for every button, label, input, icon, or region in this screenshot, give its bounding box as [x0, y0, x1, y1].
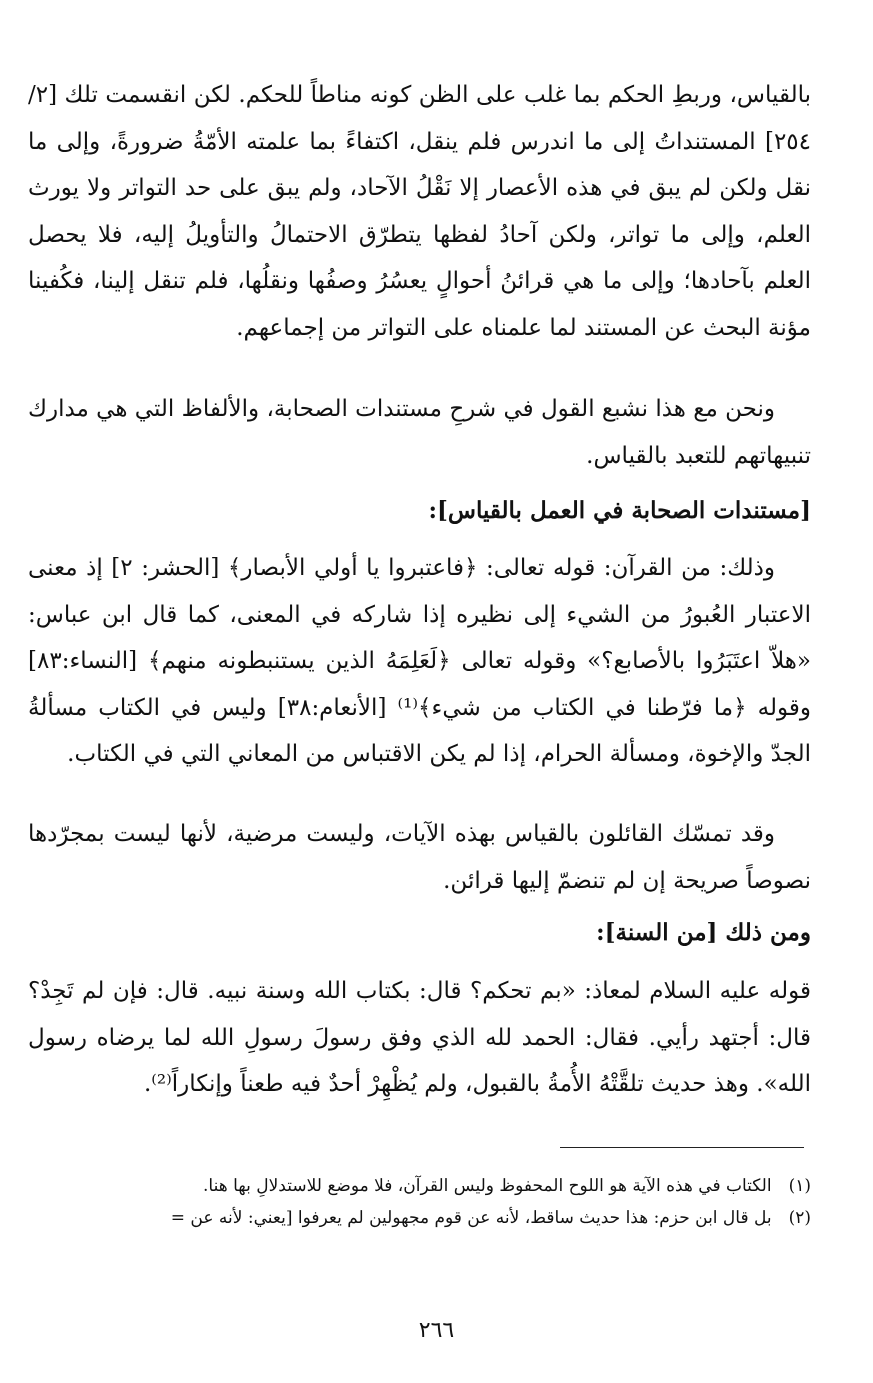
- footnote-number: (١): [788, 1176, 811, 1196]
- paragraph-verses-critique: [28, 811, 811, 904]
- footnote-number: (٢): [788, 1208, 811, 1228]
- paragraph-companions-sources: [28, 386, 811, 479]
- paragraph-text: وقد تمسّك القائلون بالقياس بهذه الآيات، وليست مرضية، لأنها ليست بمجرّدها نصوصاً صريحة إن لم تنضمّ إليها قرائن.: [28, 821, 811, 894]
- footnote-text: الكتاب في هذه الآية هو اللوح المحفوظ وليس القرآن، فلا موضع للاستدلالِ بها هنا.: [203, 1176, 772, 1196]
- section-heading-sunnah: [28, 910, 811, 957]
- paragraph-text: ونحن مع هذا نشبع القول في شرحِ مستندات الصحابة، والألفاظ التي هي مدارك تنبيهاتهم للتعبد بالقياس.: [28, 396, 811, 469]
- paragraph-quran-evidence: [28, 545, 811, 778]
- heading-text: [مستندات الصحابة في العمل بالقياس]:: [428, 497, 811, 524]
- footnote-text: بل قال ابن حزم: هذا حديث ساقط، لأنه عن قوم مجهولين لم يعرفوا [يعني: لأنه عن =: [170, 1208, 772, 1228]
- paragraph-muadh-hadith: [28, 968, 811, 1108]
- section-heading-companions: [28, 488, 811, 535]
- page-number: ٢٦٦: [418, 1318, 455, 1343]
- paragraph-analogy-sources: [28, 72, 811, 351]
- footnotes: [28, 1170, 811, 1234]
- footnote-divider: [560, 1147, 804, 1148]
- footnote-1: [28, 1170, 811, 1202]
- heading-text: ومن ذلك [من السنة]:: [596, 919, 811, 946]
- paragraph-text: قوله عليه السلام لمعاذ: «بم تحكم؟ قال: بكتاب الله وسنة نبيه. قال: فإن لم تَجِدْ؟ قال: أجتهد رأيي. فقال: الحمد لله الذي وفق رسولَ رسولِ الله لما يرضاه رسول الله». وهذ حديث تلقَّتْهُ الأُمةُ بالقبول، ولم يُظْهِرْ أحدٌ فيه طعناً وإنكاراً⁽²⁾.: [28, 978, 811, 1097]
- paragraph-text: وذلك: من القرآن: قوله تعالى: ﴿فاعتبروا يا أولي الأبصار﴾ [الحشر: ٢] إذ معنى الاعتبار العُبورُ من الشيء إلى نظيره إذا شاركه في المعنى، كما قال ابن عباس: «هلاّ اعتَبَرُوا بالأصابع؟» وقوله تعالى ﴿لَعَلِمَهُ الذين يستنبطونه منهم﴾ [النساء:٨٣] وقوله ﴿ما فرّطنا في الكتاب من شيء﴾⁽¹⁾ [الأنعام:٣٨] وليس في الكتاب مسألةُ الجدّ والإخوة، ومسألة الحرام، إذا لم يكن الاقتباس من المعاني التي في الكتاب.: [28, 555, 811, 767]
- paragraph-text: بالقياس، وربطِ الحكم بما غلب على الظن كونه مناطاً للحكم. لكن انقسمت تلك [٢/ ٢٥٤] المستنداتُ إلى ما اندرس فلم ينقل، اكتفاءً بما علمته الأمّةُ ضرورةً، وإلى ما نقل ولكن لم يبق في هذه الأعصار إلا نَقْلُ الآحاد، ولم يبق على حد التواتر ولا يورث العلم، وإلى ما تواتر، ولكن آحادُ لفظها يتطرّق الاحتمالُ والتأويلُ إليه، فلا يحصل العلم بآحادها؛ وإلى ما هي قرائنُ أحوالٍ يعسُرُ وصفُها ونقلُها، فلم تنقل إلينا، فكُفينا مؤنة البحث عن المستند لما علمناه على التواتر من إجماعهم.: [28, 82, 811, 341]
- footnote-2: [28, 1202, 811, 1234]
